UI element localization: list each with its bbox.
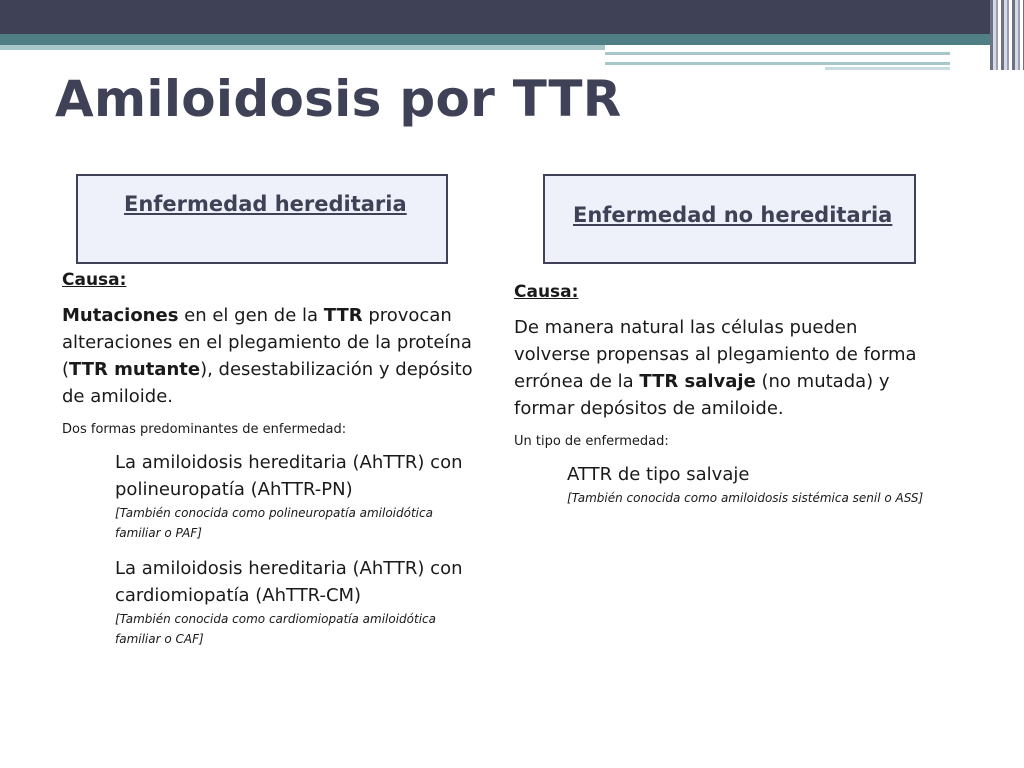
cause-heading: Causa:	[514, 282, 579, 302]
cause-text-bold: TTR salvaje	[639, 371, 756, 392]
cause-description	[514, 314, 934, 422]
non-hereditary-box-label: Enfermedad no hereditaria	[573, 203, 893, 227]
list-item-title: ATTR de tipo salvaje	[567, 464, 750, 485]
cause-text: en el gen de la	[178, 305, 324, 326]
header-band-light	[0, 45, 605, 50]
hereditary-box-label: Enfermedad hereditaria	[124, 192, 407, 216]
cause-description	[62, 302, 482, 410]
header-line	[605, 52, 950, 55]
cause-text: (no mutada) y formar depósitos de amiloide.	[514, 371, 890, 419]
header-line	[825, 67, 950, 70]
hereditary-box	[76, 174, 448, 264]
header-stripes	[990, 0, 1024, 70]
hereditary-column	[62, 270, 482, 649]
header-band-dark	[0, 0, 1024, 34]
cause-text: ), desestabilización y depósito de amiloide.	[62, 359, 473, 407]
cause-text: provocan alteraciones en el plegamiento de la proteína (	[62, 305, 472, 380]
cause-heading: Causa:	[62, 270, 127, 290]
header-line	[605, 62, 950, 65]
non-hereditary-column	[514, 282, 934, 508]
list-item-title: La amiloidosis hereditaria (AhTTR) con cardiomiopatía (AhTTR-CM)	[115, 558, 463, 606]
list-item-note: [También conocida como cardiomiopatía amiloidótica familiar o CAF]	[115, 612, 436, 646]
cause-text-bold: TTR mutante	[69, 359, 201, 380]
non-hereditary-box	[543, 174, 916, 264]
cause-text-bold: TTR	[323, 305, 363, 326]
forms-label: Dos formas predominantes de enfermedad:	[62, 422, 347, 437]
list-item-note: [También conocida como amiloidosis sistémica senil o ASS]	[567, 491, 924, 505]
list-item	[115, 449, 482, 543]
type-label: Un tipo de enfermedad:	[514, 434, 669, 449]
list-item-note: [También conocida como polineuropatía amiloidótica familiar o PAF]	[115, 506, 433, 540]
cause-text-bold: Mutaciones	[62, 305, 179, 326]
list-item-title: La amiloidosis hereditaria (AhTTR) con polineuropatía (AhTTR-PN)	[115, 452, 463, 500]
header-band-teal	[0, 34, 1024, 45]
slide-title: Amiloidosis por TTR	[55, 70, 622, 128]
list-item	[567, 461, 934, 508]
list-item	[115, 555, 482, 649]
cause-text: De manera natural las células pueden volverse propensas al plegamiento de forma errónea de la	[514, 317, 917, 392]
